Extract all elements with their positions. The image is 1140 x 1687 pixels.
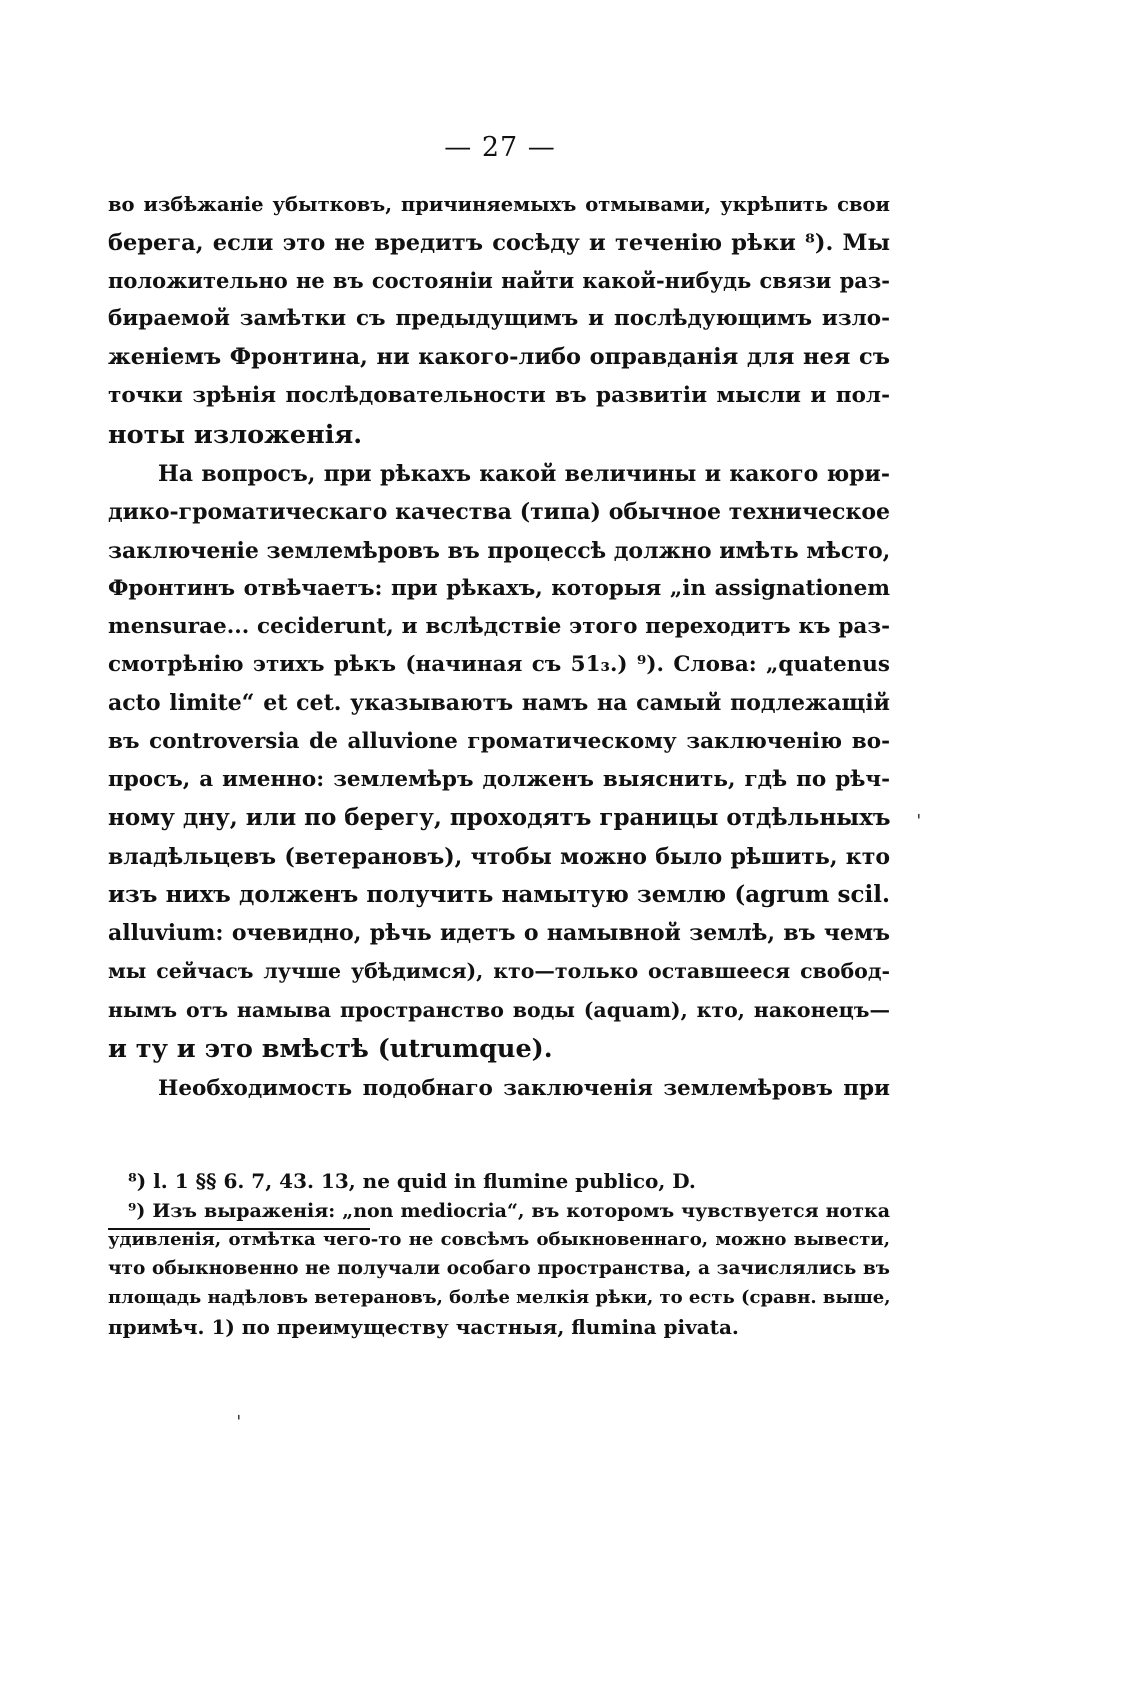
body-line: alluvium: очевидно, рѣчь идетъ о намывной землѣ, въ чемъ xyxy=(108,920,890,946)
body-line: владѣльцевъ (ветерановъ), чтобы можно было рѣшить, кто xyxy=(108,844,890,870)
body-line: ноты изложенія. xyxy=(108,420,363,450)
body-line: смотрѣнію этихъ рѣкъ (начиная съ 51₃.) ⁹). Слова: „quatenus xyxy=(108,652,890,677)
body-line: бираемой замѣтки съ предыдущимъ и послѣдующимъ изло- xyxy=(108,306,890,331)
body-line: женіемъ Фронтина, ни какого-либо оправданія для нея съ xyxy=(108,344,890,370)
body-line: берега, если это не вредитъ сосѣду и теченію рѣки ⁸). Мы xyxy=(108,230,890,256)
body-line: На вопросъ, при рѣкахъ какой величины и какого юри- xyxy=(158,461,890,487)
body-line: просъ, а именно: землемѣръ долженъ выяснить, гдѣ по рѣч- xyxy=(108,767,890,792)
body-line: Необходимость подобнаго заключенія землемѣровъ при xyxy=(158,1076,890,1101)
body-line: положительно не въ состояніи найти какой-нибудь связи раз- xyxy=(108,268,890,293)
body-line: заключеніе землемѣровъ въ процессѣ должно имѣть мѣсто, xyxy=(108,538,891,564)
body-line: мы сейчасъ лучше убѣдимся), кто—только оставшееся свобод- xyxy=(108,959,890,983)
footnote-line: что обыкновенно не получали особаго пространства, а зачислялись въ xyxy=(108,1258,890,1279)
footnote-line: ⁹) Изъ выраженія: „non mediocria“, въ которомъ чувствуется нотка xyxy=(128,1200,890,1222)
body-line: Фронтинъ отвѣчаетъ: при рѣкахъ, которыя „in assignationem xyxy=(108,576,890,601)
page-number: — 27 — xyxy=(444,132,556,163)
body-line: acto limite“ et cet. указываютъ намъ на самый подлежащій xyxy=(108,690,890,716)
body-line: точки зрѣнія послѣдовательности въ развитіи мысли и пол- xyxy=(108,383,890,408)
footnote-line: удивленія, отмѣтка чего-то не совсѣмъ обыкновеннаго, можно вывести, xyxy=(108,1229,890,1250)
body-line: ному дну, или по берегу, проходятъ границы отдѣльныхъ xyxy=(108,804,891,831)
body-line: mensurae... ceciderunt, и вслѣдствіе этого переходитъ къ раз- xyxy=(108,614,890,639)
footnote-line: ⁸) l. 1 §§ 6. 7, 43. 13, ne quid in flumine publico, D. xyxy=(128,1169,696,1193)
body-line: нымъ отъ намыва пространство воды (aquam), кто, наконецъ— xyxy=(108,998,890,1022)
body-line: въ controversia de alluvione громатическому заключенію во- xyxy=(108,729,890,754)
body-line: во избѣжаніе убытковъ, причиняемыхъ отмывами, укрѣпить свои xyxy=(108,193,890,216)
body-line: дико-громатическаго качества (типа) обычное техническое xyxy=(108,499,890,525)
scan-speck: ˌ xyxy=(236,1398,242,1422)
footnote-line: примѣч. 1) по преимуществу частныя, flumina pivata. xyxy=(108,1315,739,1339)
footnote-line: площадь надѣловъ ветерановъ, болѣе мелкія рѣки, то есть (сравн. выше, xyxy=(108,1287,891,1308)
body-line: и ту и это вмѣстѣ (utrumque). xyxy=(108,1034,553,1064)
scan-speck: ˈ xyxy=(916,810,922,834)
body-line: изъ нихъ долженъ получить намытую землю (agrum scil. xyxy=(108,881,890,908)
